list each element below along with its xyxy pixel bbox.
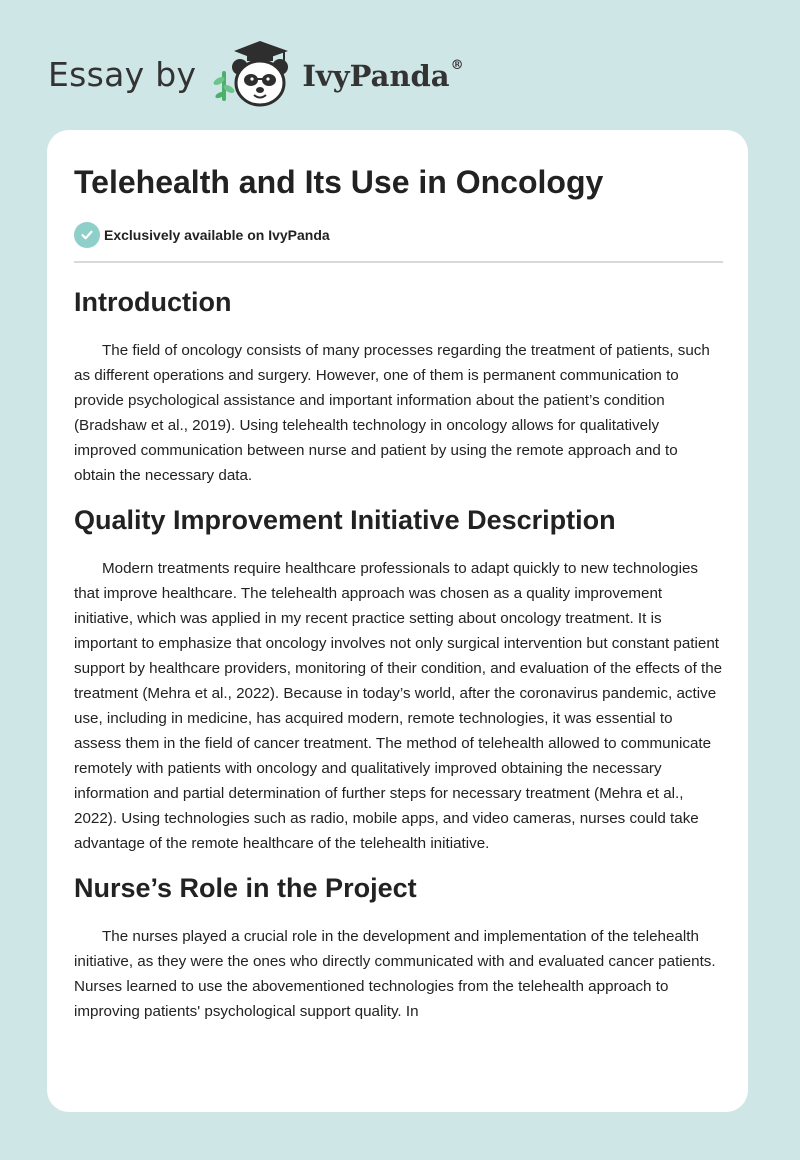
site-header bbox=[48, 36, 464, 112]
section-heading-nurse-role: Nurse’s Role in the Project bbox=[74, 873, 417, 903]
essay-card bbox=[47, 130, 748, 1112]
section-heading-quality-improvement: Quality Improvement Initiative Description bbox=[74, 505, 616, 535]
registered-mark: ® bbox=[450, 58, 464, 74]
panda-logo-icon[interactable] bbox=[212, 37, 298, 111]
essay-title: Telehealth and Its Use in Oncology bbox=[74, 164, 604, 200]
checkmark-icon bbox=[80, 228, 94, 242]
essay-content bbox=[74, 284, 723, 1038]
check-circle-icon bbox=[74, 222, 100, 248]
section-paragraph-nurse-role: The nurses played a crucial role in the development and implementation of the telehealth initiative, as they were the ones who directly communicated with and evaluated cancer patients. Nurses learned to use the abovementioned technologies from the telehealth approach to improving patients' psychological support quality. In bbox=[74, 928, 716, 1020]
essay-by-label: Essay by bbox=[48, 54, 197, 94]
title-divider bbox=[74, 261, 723, 263]
exclusive-badge-text: Exclusively available on IvyPanda bbox=[104, 227, 330, 243]
exclusive-badge bbox=[74, 222, 330, 248]
section-paragraph-quality-improvement: Modern treatments require healthcare professionals to adapt quickly to new technologies that improve healthcare. The telehealth approach was chosen as a quality improvement initiative, which was applied in my recent practice setting about oncology treatment. It is important to emphasize that oncology involves not only surgical intervention but constant patient support by healthcare providers, monitoring of their condition, and evaluation of the effects of the treatment (Mehra et al., 2022). Because in today’s world, after the coronavirus pandemic, active use, including in medicine, has acquired modern, remote technologies, it was essential to assess them in the field of cancer treatment. The method of telehealth allowed to communicate remotely with patients with oncology and qualitatively improved obtaining the necessary information and partial determination of further steps for necessary treatment (Mehra et al., 2022). Using technologies such as radio, mobile apps, and video cameras, nurses could take advantage of the remote healthcare of the telehealth initiative. bbox=[74, 560, 723, 852]
section-paragraph-introduction: The field of oncology consists of many processes regarding the treatment of patients, such as different operations and surgery. However, one of them is permanent communication to provide psychological assistance and important information about the patient’s condition (Bradshaw et al., 2019). Using telehealth technology in oncology allows for qualitatively improved communication between nurse and patient by using the remote approach and to obtain the necessary data. bbox=[74, 342, 710, 484]
brand-name[interactable] bbox=[302, 59, 463, 93]
section-heading-introduction: Introduction bbox=[74, 287, 232, 317]
brand-name-text: IvyPanda bbox=[302, 59, 450, 93]
